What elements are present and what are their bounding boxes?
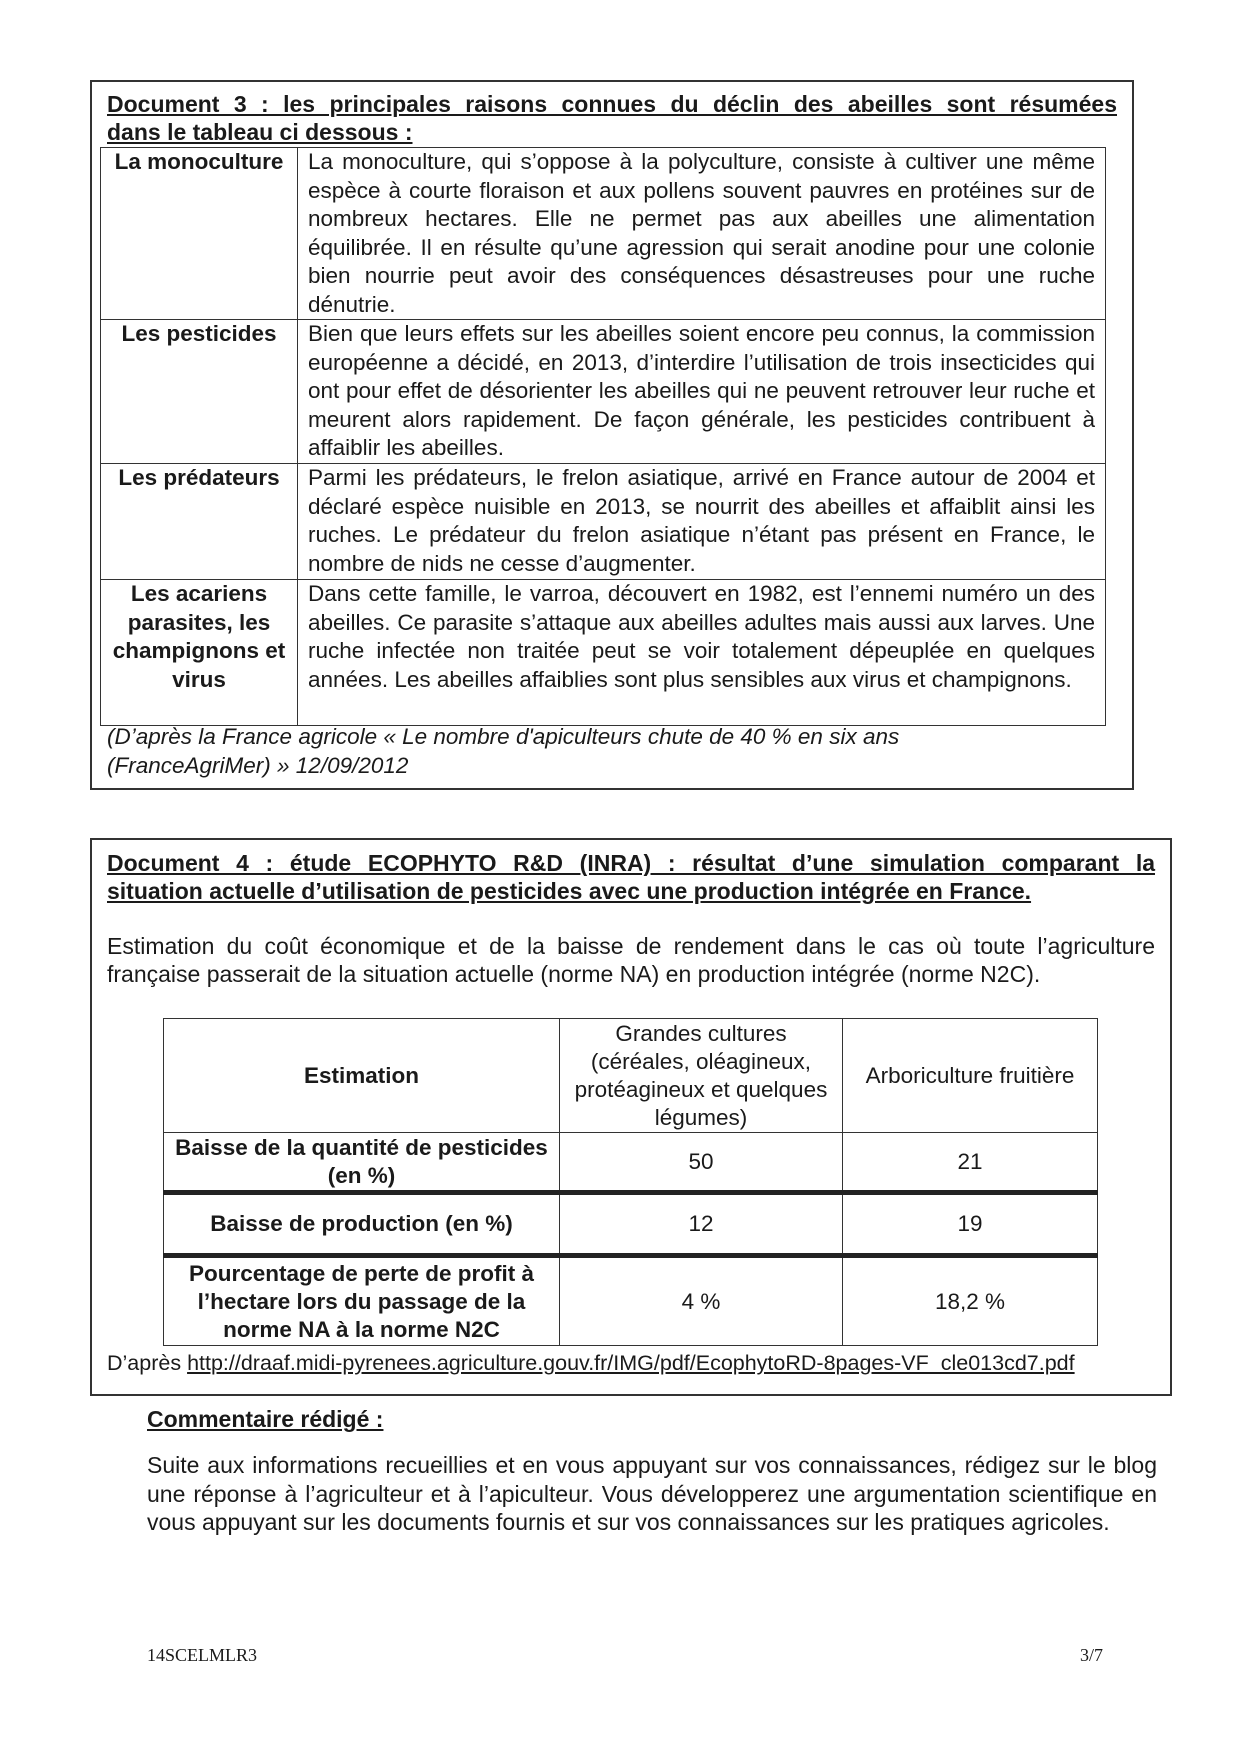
row-value-grandes-cultures: 50 [560, 1133, 843, 1193]
footer-code: 14SCELMLR3 [147, 1645, 258, 1665]
header-arboriculture: Arboriculture fruitière [843, 1019, 1098, 1133]
document-3-source-line1: (D’après la France agricole « Le nombre d'apiculteurs chute de 40 % en six ans [107, 724, 900, 749]
table-row [101, 580, 1106, 726]
header-grandes-cultures: Grandes cultures (céréales, oléagineux, protéagineux et quelques légumes) [560, 1019, 843, 1133]
document-3-title-line2: dans le tableau ci dessous : [107, 119, 413, 145]
document-4-intro: Estimation du coût économique et de la baisse de rendement dans le cas où toute l’agriculture française passerait de la situation actuelle (norme NA) en production intégrée (norme N2C). [107, 933, 1155, 987]
reason-category: Les acariens parasites, les champignons et virus [101, 580, 298, 726]
document-4-title-line2: situation actuelle d’utilisation de pesticides avec une production intégrée en France. [107, 878, 1032, 904]
reason-category: Les prédateurs [101, 464, 298, 580]
footer-page-number: 3/7 [1080, 1645, 1104, 1665]
document-4-title [107, 849, 1155, 905]
reasons-table [100, 147, 1106, 726]
table-header-row [164, 1019, 1098, 1133]
reason-text: Bien que leurs effets sur les abeilles soient encore peu connus, la commission européenne a décidé, en 2013, d’interdire l’utilisation de trois insecticides qui ont pour effet de désorienter les abeilles qui ne peuvent retrouver leur ruche et meurent alors rapidement. De façon générale, les pesticides contribuent à affaiblir les abeilles. [298, 320, 1106, 464]
header-estimation: Estimation [164, 1019, 560, 1133]
table-row [164, 1193, 1098, 1256]
comment-heading: Commentaire rédigé : [147, 1406, 384, 1432]
row-label: Baisse de la quantité de pesticides (en %) [164, 1133, 560, 1193]
estimation-table [163, 1018, 1098, 1346]
document-4-source-link[interactable]: http://draaf.midi-pyrenees.agriculture.gouv.fr/IMG/pdf/EcophytoRD-8pages-VF_cle013cd7.pdf [187, 1351, 1075, 1375]
row-value-grandes-cultures: 12 [560, 1193, 843, 1256]
row-value-arboriculture: 21 [843, 1133, 1098, 1193]
document-4-source [107, 1350, 1075, 1376]
row-label: Pourcentage de perte de profit à l’hectare lors du passage de la norme NA à la norme N2C [164, 1256, 560, 1346]
table-row [101, 464, 1106, 580]
table-row [164, 1133, 1098, 1193]
reason-category: Les pesticides [101, 320, 298, 464]
document-3-title-line1: Document 3 : les principales raisons connues du déclin des abeilles sont résumées [107, 91, 1117, 117]
comment-text: Suite aux informations recueillies et en vous appuyant sur vos connaissances, rédigez sur le blog une réponse à l’agriculteur et à l’apiculteur. Vous développerez une argumentation scientifique en vous appuyant sur les documents fournis et sur vos connaissances sur les pratiques agricoles. [147, 1452, 1157, 1535]
reason-text: La monoculture, qui s’oppose à la polyculture, consiste à cultiver une même espèce à courte floraison et aux pollens souvent pauvres en protéines sur de nombreux hectares. Elle ne permet pas aux abeilles une alimentation équilibrée. Il en résulte qu’une agression qui serait anodine pour une colonie bien nourrie peut avoir des conséquences désastreuses pour une ruche dénutrie. [298, 148, 1106, 320]
row-value-arboriculture: 19 [843, 1193, 1098, 1256]
table-row [101, 320, 1106, 464]
reason-text: Dans cette famille, le varroa, découvert en 1982, est l’ennemi numéro un des abeilles. Ce parasite s’attaque aux abeilles adultes mais aussi aux larves. Une ruche infectée non traitée peut se voir totalement dépeuplée en quelques années. Les abeilles affaiblies sont plus sensibles aux virus et champignons. [298, 580, 1106, 726]
table-row [101, 148, 1106, 320]
row-value-arboriculture: 18,2 % [843, 1256, 1098, 1346]
reason-text: Parmi les prédateurs, le frelon asiatique, arrivé en France autour de 2004 et déclaré espèce nuisible en 2013, se nourrit des abeilles et affaiblit ainsi les ruches. Le prédateur du frelon asiatique n’étant pas présent en France, le nombre de nids ne cesse d’augmenter. [298, 464, 1106, 580]
document-3-title [107, 90, 1117, 146]
document-4-title-line1: Document 4 : étude ECOPHYTO R&D (INRA) : résultat d’une simulation comparant la [107, 850, 1155, 876]
document-4-source-prefix: D’après [107, 1351, 188, 1375]
document-3-source [107, 723, 1117, 780]
table-row [164, 1256, 1098, 1346]
row-value-grandes-cultures: 4 % [560, 1256, 843, 1346]
reason-category: La monoculture [101, 148, 298, 320]
document-3-source-line2: (FranceAgriMer) » 12/09/2012 [107, 752, 409, 778]
row-label: Baisse de production (en %) [164, 1193, 560, 1256]
